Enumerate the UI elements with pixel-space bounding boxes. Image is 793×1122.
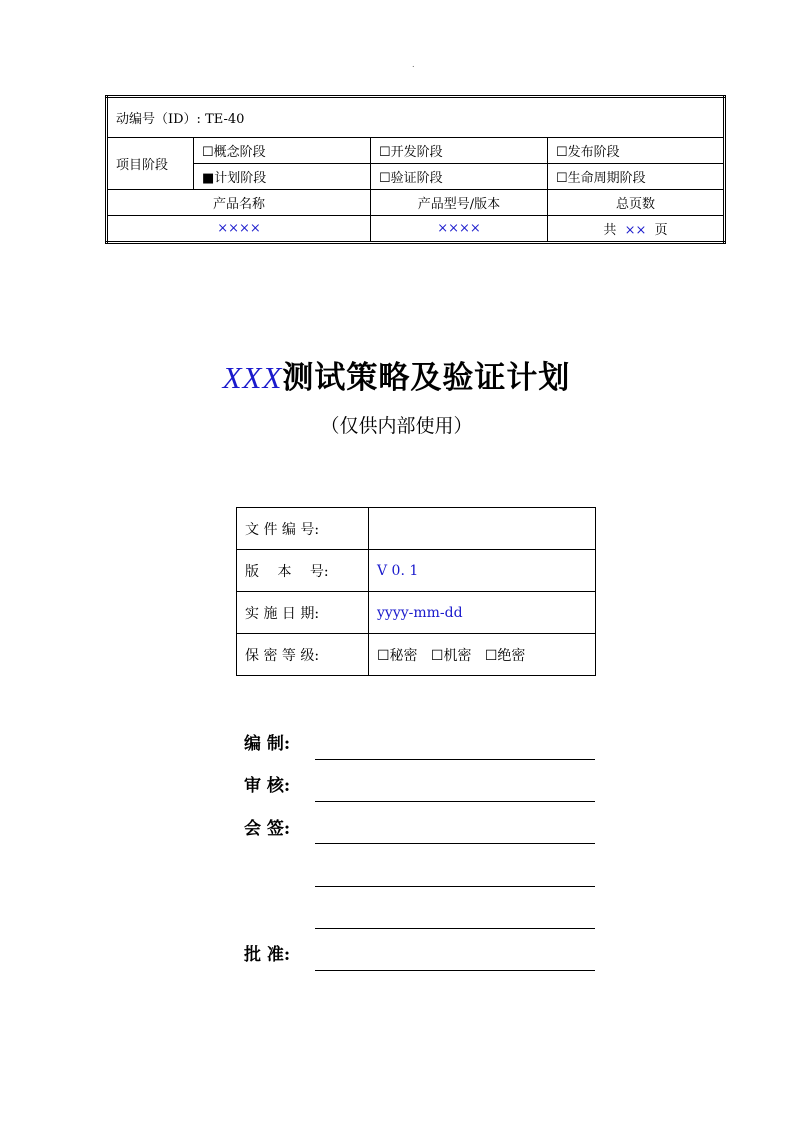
countersign-line-3[interactable]: [315, 928, 595, 929]
countersign-line-1[interactable]: [315, 843, 595, 844]
document-info-table: [236, 507, 596, 676]
approve-signature-line[interactable]: [315, 970, 595, 971]
pages-prefix: 共: [603, 223, 617, 238]
review-signature-line[interactable]: [315, 801, 595, 802]
document-id: 动编号（ID）: TE-40: [107, 97, 725, 138]
version-value[interactable]: V 0. 1: [369, 550, 596, 592]
secrecy-options: [369, 634, 596, 676]
title-prefix: XXX: [222, 360, 283, 395]
secrecy-option-top-secret[interactable]: ☐绝密: [484, 647, 526, 664]
compile-signature-line[interactable]: [315, 759, 595, 760]
product-name-value: ××××: [107, 216, 371, 243]
product-model-header: 产品型号/版本: [371, 190, 548, 216]
version-label: 版 本 号:: [237, 550, 369, 592]
doc-number-value[interactable]: [369, 508, 596, 550]
secrecy-option-confidential[interactable]: ☐机密: [430, 647, 472, 664]
doc-number-label: 文 件 编 号:: [237, 508, 369, 550]
pages-suffix: 页: [654, 223, 668, 238]
stage-lifecycle[interactable]: ☐生命周期阶段: [548, 164, 725, 190]
stage-concept[interactable]: ☐概念阶段: [194, 138, 371, 164]
countersign-label: 会 签:: [244, 819, 291, 839]
countersign-line-2[interactable]: [315, 886, 595, 887]
product-name-header: 产品名称: [107, 190, 371, 216]
compile-label: 编 制:: [244, 734, 291, 754]
stage-planning[interactable]: ■计划阶段: [194, 164, 371, 190]
document-title: [0, 352, 793, 397]
project-stage-label: 项目阶段: [107, 138, 194, 190]
secrecy-level-label: 保 密 等 级:: [237, 634, 369, 676]
pages-count: ××: [624, 223, 647, 238]
effective-date-value[interactable]: yyyy-mm-dd: [369, 592, 596, 634]
header-table: [105, 95, 726, 244]
document-subtitle: （仅供内部使用）: [320, 415, 473, 437]
review-label: 审 核:: [244, 776, 291, 796]
stage-release[interactable]: ☐发布阶段: [548, 138, 725, 164]
title-main: 测试策略及验证计划: [282, 360, 571, 396]
product-model-value: ××××: [371, 216, 548, 243]
approve-label: 批 准:: [244, 945, 291, 965]
secrecy-option-secret[interactable]: ☐秘密: [377, 647, 418, 664]
stage-verification[interactable]: ☐验证阶段: [371, 164, 548, 190]
page-marker-dot: .: [412, 60, 415, 69]
effective-date-label: 实 施 日 期:: [237, 592, 369, 634]
total-pages-header: 总页数: [548, 190, 725, 216]
total-pages-value: [548, 216, 725, 243]
stage-development[interactable]: ☐开发阶段: [371, 138, 548, 164]
